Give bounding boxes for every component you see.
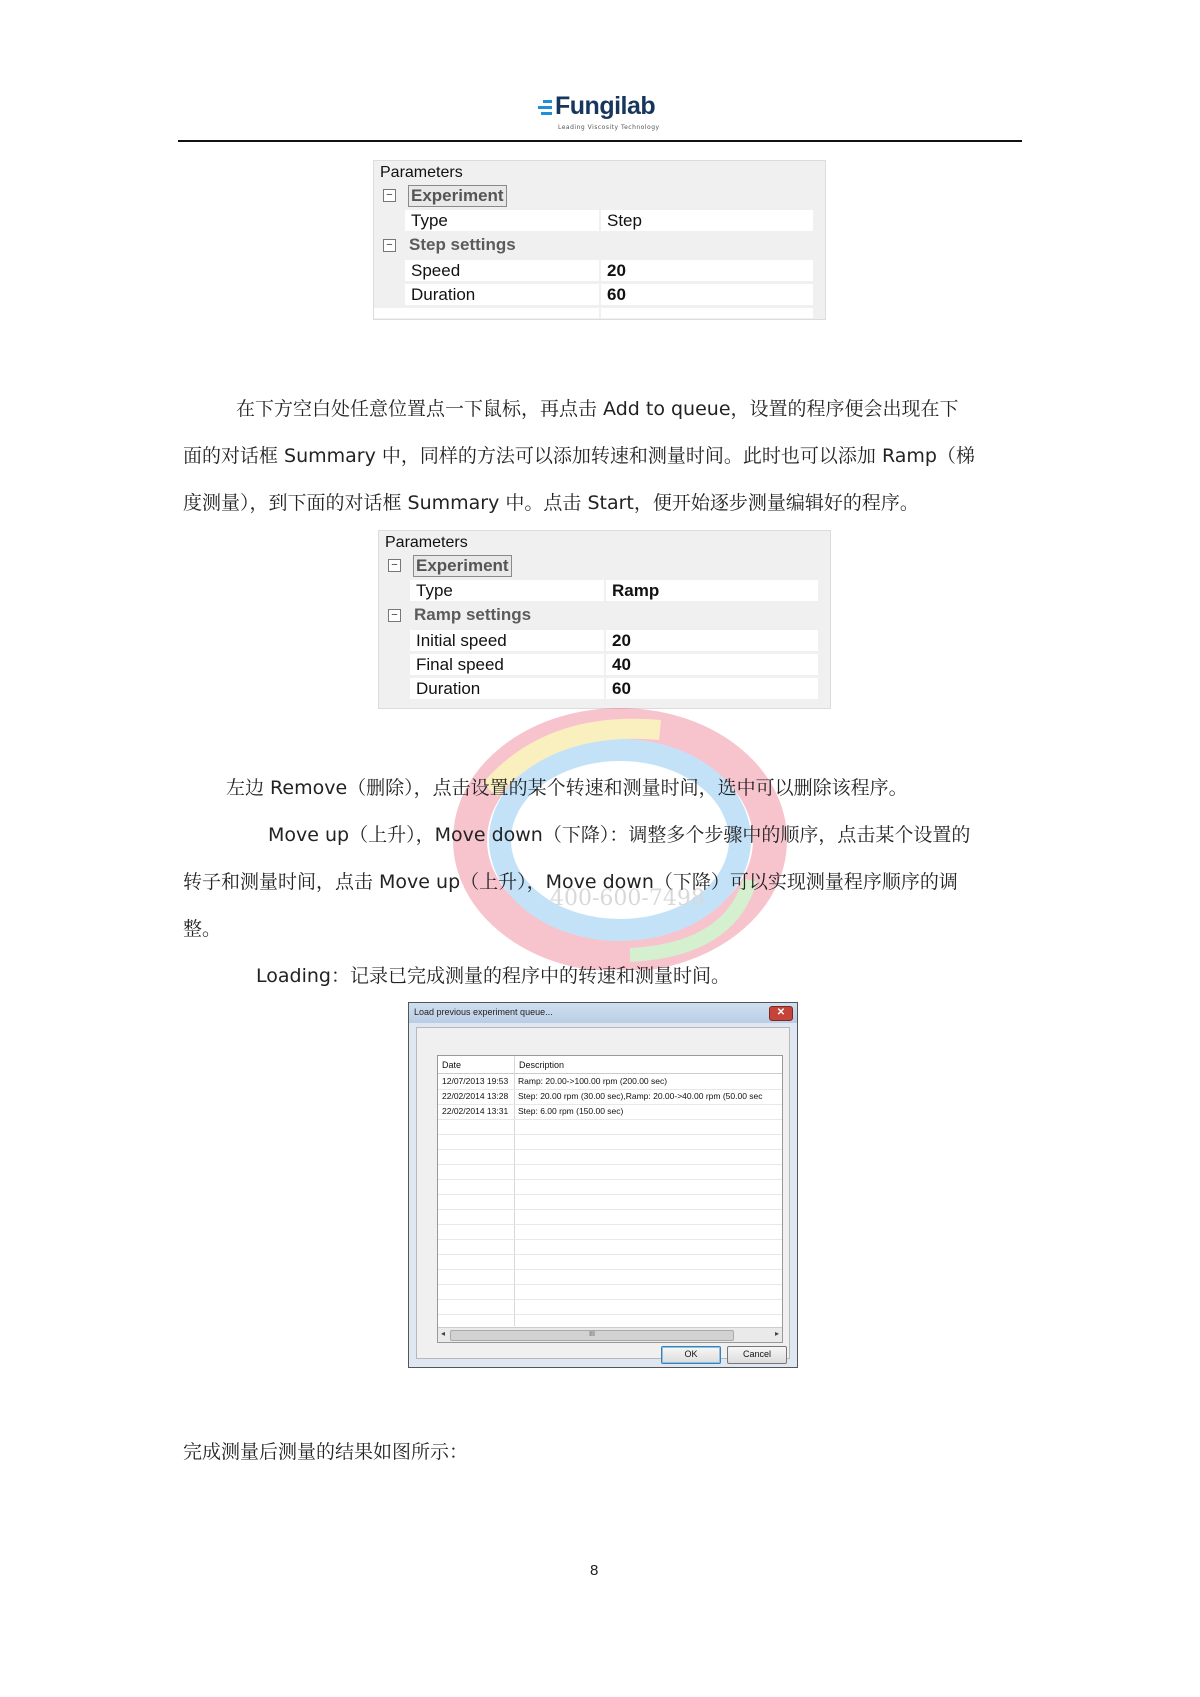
row-date: 12/07/2013 19:53 (442, 1076, 509, 1086)
paragraph-line: 度测量），到下面的对话框 Summary 中。点击 Start，便开始逐步测量编辑好的程序。 (183, 492, 919, 514)
property-type-value[interactable] (606, 580, 818, 601)
property-value: Step (607, 211, 642, 230)
scroll-left-icon[interactable]: ◂ (441, 1329, 446, 1338)
property-duration-label (410, 678, 604, 699)
paragraph-line: 整。 (183, 918, 222, 940)
property-final-speed-label (410, 654, 604, 675)
category-experiment-label: Experiment (413, 555, 512, 577)
property-speed-value[interactable] (601, 260, 813, 281)
property-final-speed-value[interactable] (606, 654, 818, 675)
paragraph-line: 面的对话框 Summary 中，同样的方法可以添加转速和测量时间。此时也可以添加 Ramp（梯 (183, 445, 975, 467)
property-duration-value[interactable] (606, 678, 818, 699)
list-item-empty (438, 1224, 782, 1240)
category-experiment[interactable] (388, 555, 818, 577)
property-label: Final speed (416, 655, 504, 674)
parameters-title: Parameters (380, 164, 463, 181)
paragraph-line: 左边 Remove（删除），点击设置的某个转速和测量时间，选中可以删除该程序。 (226, 777, 908, 799)
property-initial-speed-value[interactable] (606, 630, 818, 651)
close-icon[interactable]: ✕ (769, 1006, 793, 1021)
load-queue-dialog (408, 1002, 798, 1368)
list-item-empty (438, 1299, 782, 1315)
category-experiment-label: Experiment (408, 185, 507, 207)
paragraph-line: 转子和测量时间，点击 Move up（上升），Move down（下降）可以实现测量程序顺序的调 (183, 871, 958, 893)
paragraph-line: Loading：记录已完成测量的程序中的转速和测量时间。 (256, 965, 730, 987)
property-duration-label (405, 284, 599, 305)
list-item-empty (438, 1284, 782, 1300)
logo-bars-icon (538, 100, 552, 118)
property-value: 60 (612, 679, 631, 698)
header-divider (178, 140, 1022, 142)
list-item[interactable] (438, 1104, 782, 1120)
property-value: Ramp (612, 581, 660, 600)
page-number: 8 (590, 1562, 599, 1579)
row-description: Step: 20.00 rpm (30.00 sec),Ramp: 20.00->40.00 rpm (50.00 sec (518, 1091, 763, 1101)
row-description: Ramp: 20.00->100.00 rpm (200.00 sec) (518, 1076, 668, 1086)
column-header-description[interactable] (515, 1056, 782, 1074)
scroll-right-icon[interactable]: ▸ (774, 1329, 779, 1338)
row-date: 22/02/2014 13:28 (442, 1091, 509, 1101)
list-item-empty (438, 1194, 782, 1210)
empty-row (374, 308, 599, 318)
dialog-titlebar[interactable] (409, 1003, 797, 1023)
list-item-empty (438, 1239, 782, 1255)
paragraph-line: 在下方空白处任意位置点一下鼠标，再点击 Add to queue，设置的程序便会出现在下 (236, 398, 959, 420)
property-initial-speed-label (410, 630, 604, 651)
horizontal-scrollbar[interactable] (438, 1327, 782, 1342)
list-item[interactable] (438, 1089, 782, 1105)
collapse-icon[interactable]: − (388, 559, 401, 572)
list-item-empty (438, 1119, 782, 1135)
row-description: Step: 6.00 rpm (150.00 sec) (518, 1106, 624, 1116)
property-label: Duration (411, 285, 476, 304)
column-header-date[interactable] (438, 1056, 514, 1074)
scroll-thumb[interactable]: III (450, 1330, 734, 1341)
category-experiment[interactable] (383, 185, 813, 207)
dialog-title: Load previous experiment queue... (414, 1007, 553, 1017)
paragraph-line: Move up（上升），Move down（下降）：调整多个步骤中的顺序，点击某个设置的 (268, 824, 971, 846)
property-value: 20 (607, 261, 626, 280)
list-item-empty (438, 1209, 782, 1225)
category-ramp-settings[interactable] (388, 605, 818, 627)
experiment-list[interactable] (437, 1055, 783, 1343)
column-header-label: Date (442, 1060, 462, 1070)
property-type-value[interactable] (601, 210, 813, 231)
brand-logo (538, 92, 668, 136)
parameters-grid-ramp (378, 530, 831, 709)
list-item-empty (438, 1179, 782, 1195)
property-type-label (405, 210, 599, 231)
property-value: 20 (612, 631, 631, 650)
collapse-icon[interactable]: − (383, 189, 396, 202)
property-value: 60 (607, 285, 626, 304)
category-step-settings[interactable] (383, 235, 813, 257)
category-step-settings-label: Step settings (409, 235, 516, 254)
property-label: Type (411, 211, 448, 230)
property-duration-value[interactable] (601, 284, 813, 305)
watermark-phone: 400-600-7498 (550, 886, 705, 911)
list-item-empty (438, 1164, 782, 1180)
property-value: 40 (612, 655, 631, 674)
list-item[interactable] (438, 1074, 782, 1090)
dialog-body (416, 1027, 790, 1359)
category-ramp-settings-label: Ramp settings (414, 605, 532, 624)
property-label: Type (416, 581, 453, 600)
row-date: 22/02/2014 13:31 (442, 1106, 509, 1116)
parameters-grid-step (373, 160, 826, 320)
ok-button[interactable]: OK (661, 1346, 721, 1364)
paragraph-line: 完成测量后测量的结果如图所示： (183, 1441, 469, 1463)
collapse-icon[interactable]: − (388, 609, 401, 622)
property-speed-label (405, 260, 599, 281)
empty-row (601, 308, 813, 318)
list-item-empty (438, 1254, 782, 1270)
property-label: Duration (416, 679, 481, 698)
brand-name: Fungilab (555, 92, 656, 120)
parameters-title: Parameters (385, 534, 468, 551)
column-header-label: Description (519, 1060, 565, 1070)
list-item-empty (438, 1269, 782, 1285)
property-label: Initial speed (416, 631, 507, 650)
list-item-empty (438, 1149, 782, 1165)
collapse-icon[interactable]: − (383, 239, 396, 252)
brand-tagline: Leading Viscosity Technology (558, 124, 660, 131)
property-type-label (410, 580, 604, 601)
list-item-empty (438, 1134, 782, 1150)
property-label: Speed (411, 261, 461, 280)
cancel-button[interactable]: Cancel (727, 1346, 787, 1364)
